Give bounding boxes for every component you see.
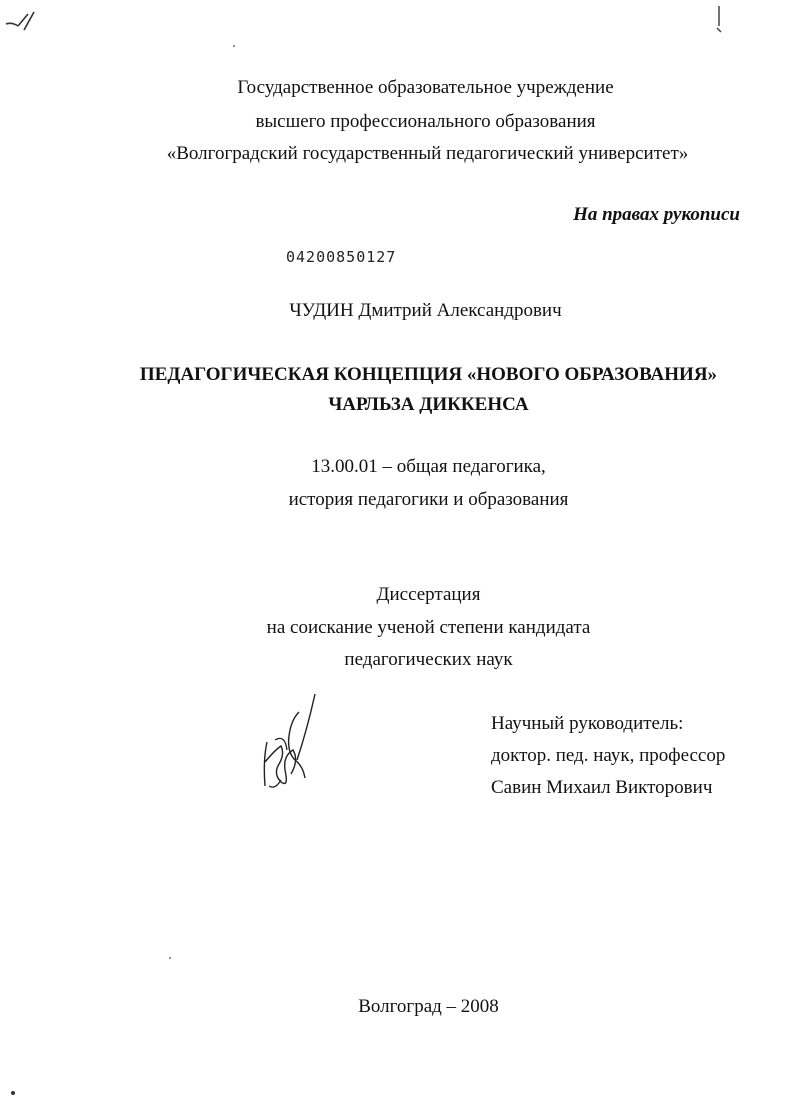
- dust-dot: [168, 956, 172, 960]
- institution-line-1: Государственное образовательное учреждение: [237, 77, 614, 98]
- institution-line-2: высшего профессионального образования: [255, 111, 596, 132]
- document-type: Диссертация: [376, 584, 481, 605]
- author-name: ЧУДИН Дмитрий Александрович: [289, 300, 562, 321]
- catalog-code: 04200850127: [286, 248, 397, 266]
- advisor-name: Савин Михаил Викторович: [491, 777, 713, 798]
- dissertation-title-line-2: ЧАРЛЬЗА ДИККЕНСА: [328, 394, 529, 415]
- institution-line-3: «Волгоградский государственный педагогический университет»: [166, 143, 689, 164]
- manuscript-rights-note: На правах рукописи: [573, 204, 740, 225]
- specialty-code: 13.00.01 – общая педагогика,: [311, 456, 546, 477]
- dust-dot: [10, 1090, 16, 1096]
- dust-dot: [232, 44, 236, 48]
- signature-handwritten: [245, 690, 325, 800]
- degree-field: педагогических наук: [344, 649, 513, 670]
- dissertation-title-line-1: ПЕДАГОГИЧЕСКАЯ КОНЦЕПЦИЯ «НОВОГО ОБРАЗОВАНИЯ»: [139, 364, 718, 385]
- advisor-degree: доктор. пед. наук, профессор: [491, 745, 726, 766]
- city-year: Волгоград – 2008: [358, 996, 499, 1017]
- corner-scan-mark: [712, 4, 726, 36]
- advisor-label: Научный руководитель:: [491, 713, 684, 734]
- degree-sought: на соискание ученой степени кандидата: [266, 617, 591, 638]
- corner-pen-mark: [4, 6, 40, 34]
- specialty-name: история педагогики и образования: [288, 489, 569, 510]
